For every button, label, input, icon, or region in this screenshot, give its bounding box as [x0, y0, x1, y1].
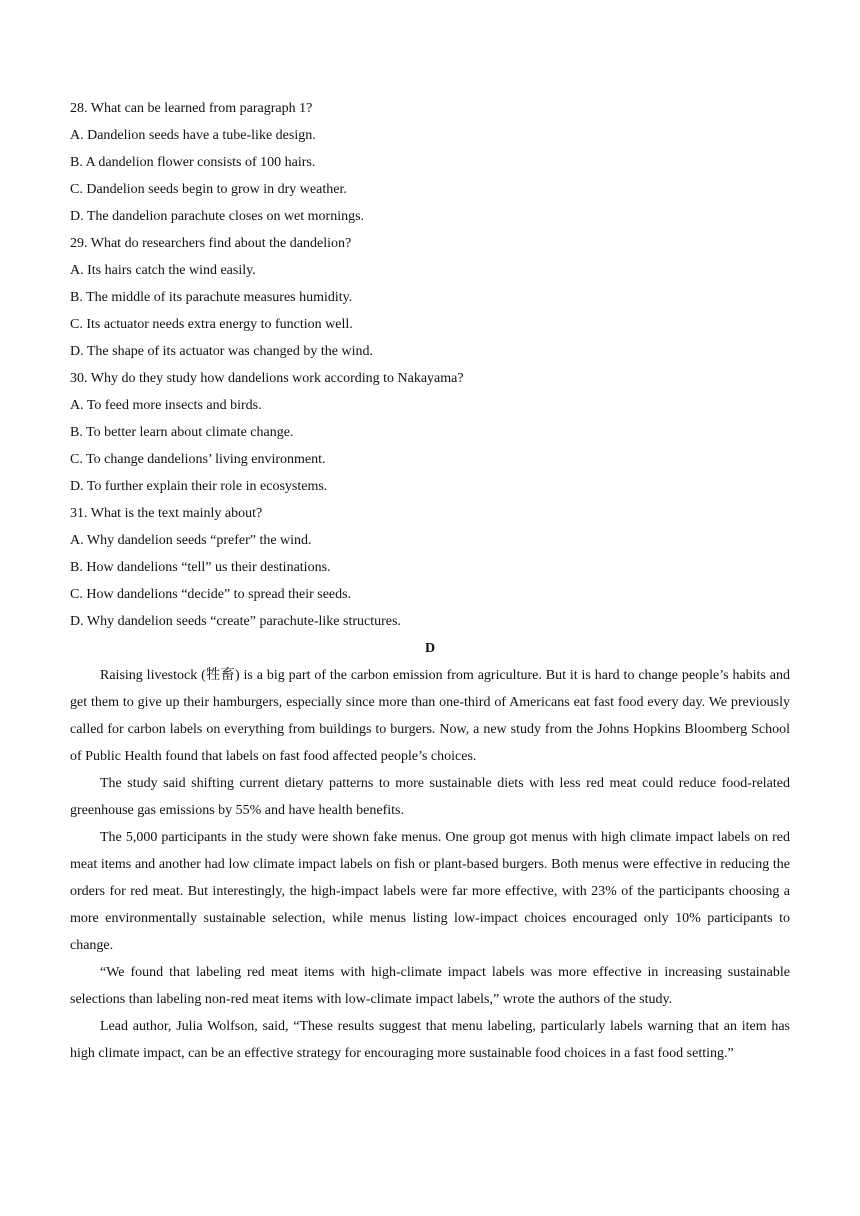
passage-paragraph: “We found that labeling red meat items with high-climate impact labels was more effective in increasing sustainable selections than labeling non-red meat items with low-climate impact labels,” wrote the authors of the study. — [70, 965, 790, 1007]
answer-option: B. The middle of its parachute measures humidity. — [70, 290, 353, 305]
answer-option: D. Why dandelion seeds “create” parachute-like structures. — [70, 614, 401, 629]
answer-option: D. To further explain their role in ecosystems. — [70, 479, 328, 494]
answer-option: C. To change dandelions’ living environment. — [70, 452, 326, 467]
answer-option: A. To feed more insects and birds. — [70, 398, 262, 413]
answer-option: D. The dandelion parachute closes on wet mornings. — [70, 209, 365, 224]
document-page — [70, 95, 790, 1067]
answer-option: C. How dandelions “decide” to spread their seeds. — [70, 587, 352, 602]
answer-option: B. To better learn about climate change. — [70, 425, 294, 440]
question-stem: 29. What do researchers find about the dandelion? — [70, 236, 352, 251]
answer-option: C. Dandelion seeds begin to grow in dry weather. — [70, 182, 347, 197]
answer-option: A. Its hairs catch the wind easily. — [70, 263, 256, 278]
answer-option: C. Its actuator needs extra energy to function well. — [70, 317, 353, 332]
question-30 — [70, 365, 790, 500]
passage-paragraph: The 5,000 participants in the study were shown fake menus. One group got menus with high climate impact labels on red meat items and another had low climate impact labels on fish or plant-based burgers. Both menus were effective in reducing the orders for red meat. But interestingly, the high-impact labels were far more effective, with 23% of the participants choosing a more environmentally sustainable selection, while menus listing low-impact choices encouraged only 10% participants to change. — [70, 830, 790, 953]
question-28 — [70, 95, 790, 230]
question-stem: 30. Why do they study how dandelions work according to Nakayama? — [70, 371, 464, 386]
question-31 — [70, 500, 790, 635]
question-stem: 31. What is the text mainly about? — [70, 506, 263, 521]
answer-option: A. Dandelion seeds have a tube-like design. — [70, 128, 316, 143]
section-title: D — [424, 641, 436, 656]
passage-paragraph: Lead author, Julia Wolfson, said, “These results suggest that menu labeling, particularly labels warning that an item has high climate impact, can be an effective strategy for encouraging more sustainable food choices in a fast food setting.” — [70, 1019, 790, 1061]
passage — [70, 662, 790, 1067]
answer-option: A. Why dandelion seeds “prefer” the wind. — [70, 533, 312, 548]
answer-option: D. The shape of its actuator was changed by the wind. — [70, 344, 373, 359]
answer-option: B. How dandelions “tell” us their destinations. — [70, 560, 331, 575]
question-29 — [70, 230, 790, 365]
question-stem: 28. What can be learned from paragraph 1? — [70, 101, 313, 116]
answer-option: B. A dandelion flower consists of 100 hairs. — [70, 155, 316, 170]
passage-paragraph: The study said shifting current dietary patterns to more sustainable diets with less red meat could reduce food-related greenhouse gas emissions by 55% and have health benefits. — [70, 776, 790, 818]
passage-paragraph: Raising livestock (牲畜) is a big part of the carbon emission from agriculture. But it is hard to change people’s habits and get them to give up their hamburgers, especially since more than one-third of Americans eat fast food every day. We previously called for carbon labels on everything from buildings to burgers. Now, a new study from the Johns Hopkins Bloomberg School of Public Health found that labels on fast food affected people’s choices. — [70, 668, 790, 764]
